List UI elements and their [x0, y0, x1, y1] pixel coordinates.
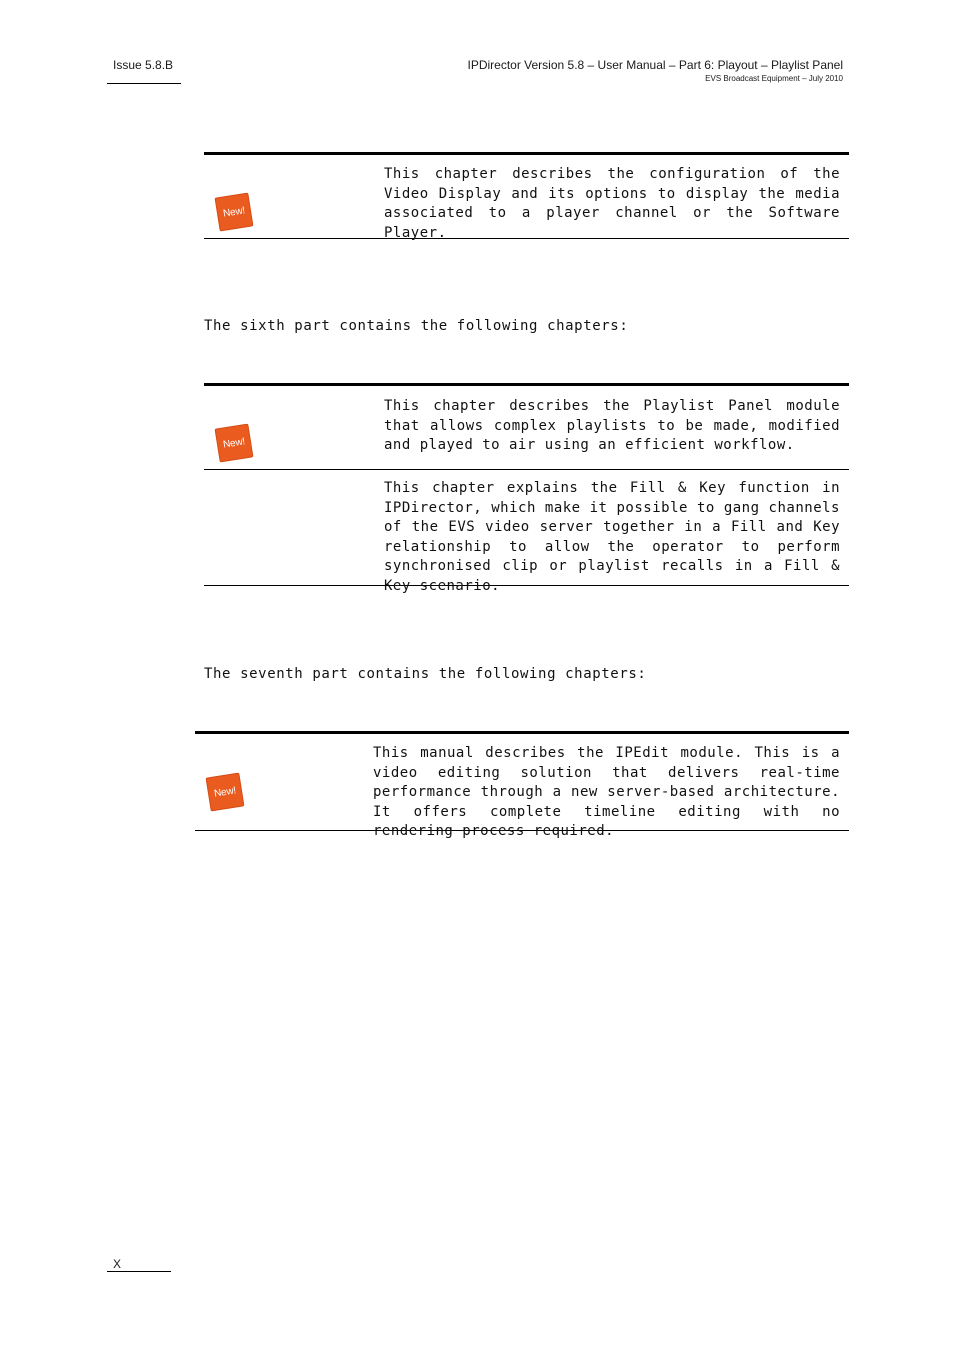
- new-badge-icon: [206, 773, 245, 812]
- chapter-row: [204, 386, 849, 470]
- document-subtitle: EVS Broadcast Equipment – July 2010: [705, 74, 843, 83]
- chapter-row: [204, 470, 849, 594]
- chapter-description: This chapter describes the configuration of the Video Display and its options to display the media associated to a player channel or the Software Player.: [384, 166, 840, 241]
- new-badge-label: New!: [222, 204, 246, 220]
- issue-label: Issue 5.8.B: [113, 58, 174, 72]
- chapter-description: This chapter explains the Fill & Key function in IPDirector, which make it possible to gang channels of the EVS video server together in a Fill and Key relationship to allow the operator to perform synchronised clip or playlist recalls in a Fill & Key scenario.: [384, 480, 840, 594]
- chapter-table-3: [195, 731, 849, 839]
- chapter-table-2: [204, 383, 849, 594]
- header-rule: [107, 83, 181, 84]
- new-badge-label: New!: [213, 784, 237, 800]
- new-badge-icon: [215, 424, 254, 463]
- footer-rule: [107, 1271, 171, 1272]
- new-badge-icon: [215, 193, 254, 232]
- chapter-table-1: [204, 152, 849, 239]
- chapter-row: [195, 734, 849, 839]
- intro-sixth-part: The sixth part contains the following chapters:: [204, 318, 629, 334]
- chapter-row: [204, 155, 849, 239]
- chapter-description: This chapter describes the Playlist Panel module that allows complex playlists to be made, modified and played to air using an efficient workflow.: [384, 398, 840, 453]
- new-badge-label: New!: [222, 435, 246, 451]
- document-title: IPDirector Version 5.8 – User Manual – Part 6: Playout – Playlist Panel: [467, 58, 843, 72]
- intro-seventh-part: The seventh part contains the following chapters:: [204, 666, 647, 682]
- page-number: X: [113, 1257, 122, 1271]
- chapter-description: This manual describes the IPEdit module. This is a video editing solution that delivers real-time performance through a new server-based architecture. It offers complete timeline editing with no rendering process required.: [373, 745, 840, 839]
